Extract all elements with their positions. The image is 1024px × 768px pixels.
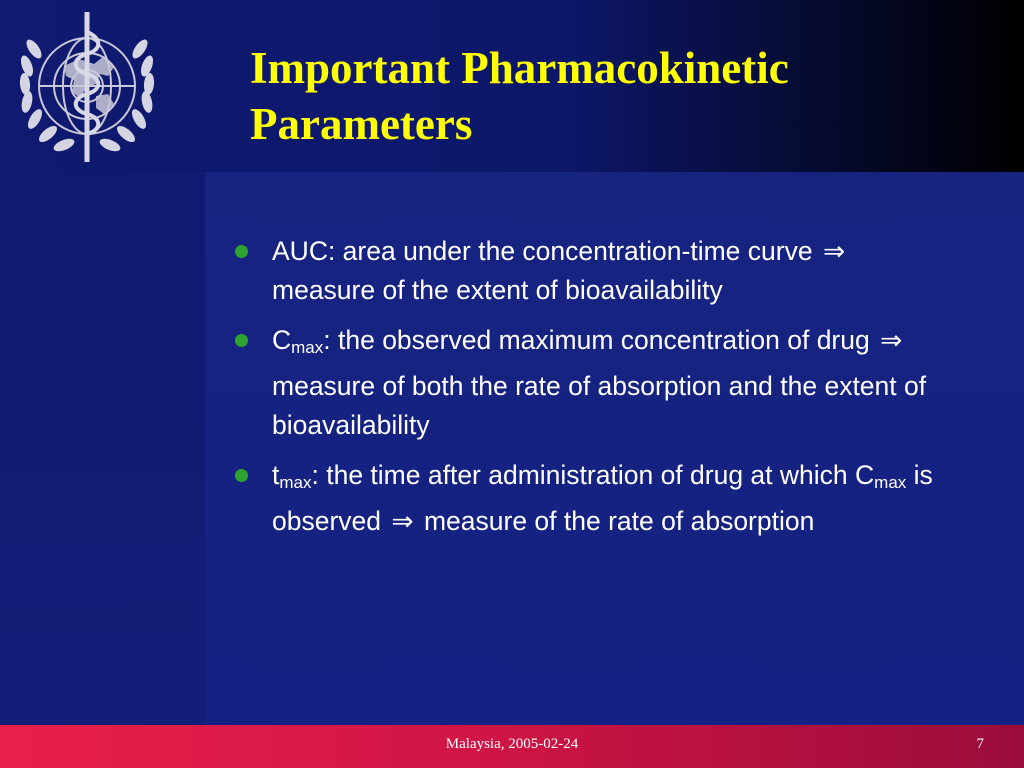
symbol: C <box>272 325 292 355</box>
bullet-text: : the time after administration of drug at which <box>311 460 856 490</box>
bullet-auc <box>232 232 952 310</box>
bullet-dot-icon <box>235 245 248 258</box>
symbol: C <box>855 460 875 490</box>
implies-arrow-icon: ⇒ <box>822 236 846 266</box>
bullet-dot-icon <box>235 469 248 482</box>
title-line-1: Important Pharmacokinetic <box>250 43 789 93</box>
subscript: max <box>291 338 324 357</box>
page-number: 7 <box>976 736 984 752</box>
left-panel <box>0 172 205 725</box>
bullet-list <box>232 232 952 552</box>
slide-title <box>250 40 990 152</box>
title-line-2: Parameters <box>250 99 473 149</box>
symbol: t <box>272 460 280 490</box>
bullet-text: measure of both the rate of absorption and the extent of bioavailability <box>272 371 927 440</box>
subscript: max <box>279 473 312 492</box>
bullet-text: measure of the rate of absorption <box>416 506 815 536</box>
subscript: max <box>874 473 907 492</box>
implies-arrow-icon: ⇒ <box>391 506 414 536</box>
bullet-text: is observed <box>272 460 933 536</box>
bullet-cmax <box>232 321 952 445</box>
implies-arrow-icon: ⇒ <box>880 325 903 355</box>
bullet-dot-icon <box>235 334 248 347</box>
bullet-text: : the observed maximum concentration of drug <box>323 325 878 355</box>
bullet-text: AUC: area under the concentration-time curve <box>272 236 820 266</box>
footer-text: Malaysia, 2005-02-24 <box>445 736 579 752</box>
bullet-tmax <box>232 456 952 541</box>
who-emblem-icon <box>4 4 170 174</box>
bullet-text: measure of the extent of bioavailability <box>272 275 723 305</box>
